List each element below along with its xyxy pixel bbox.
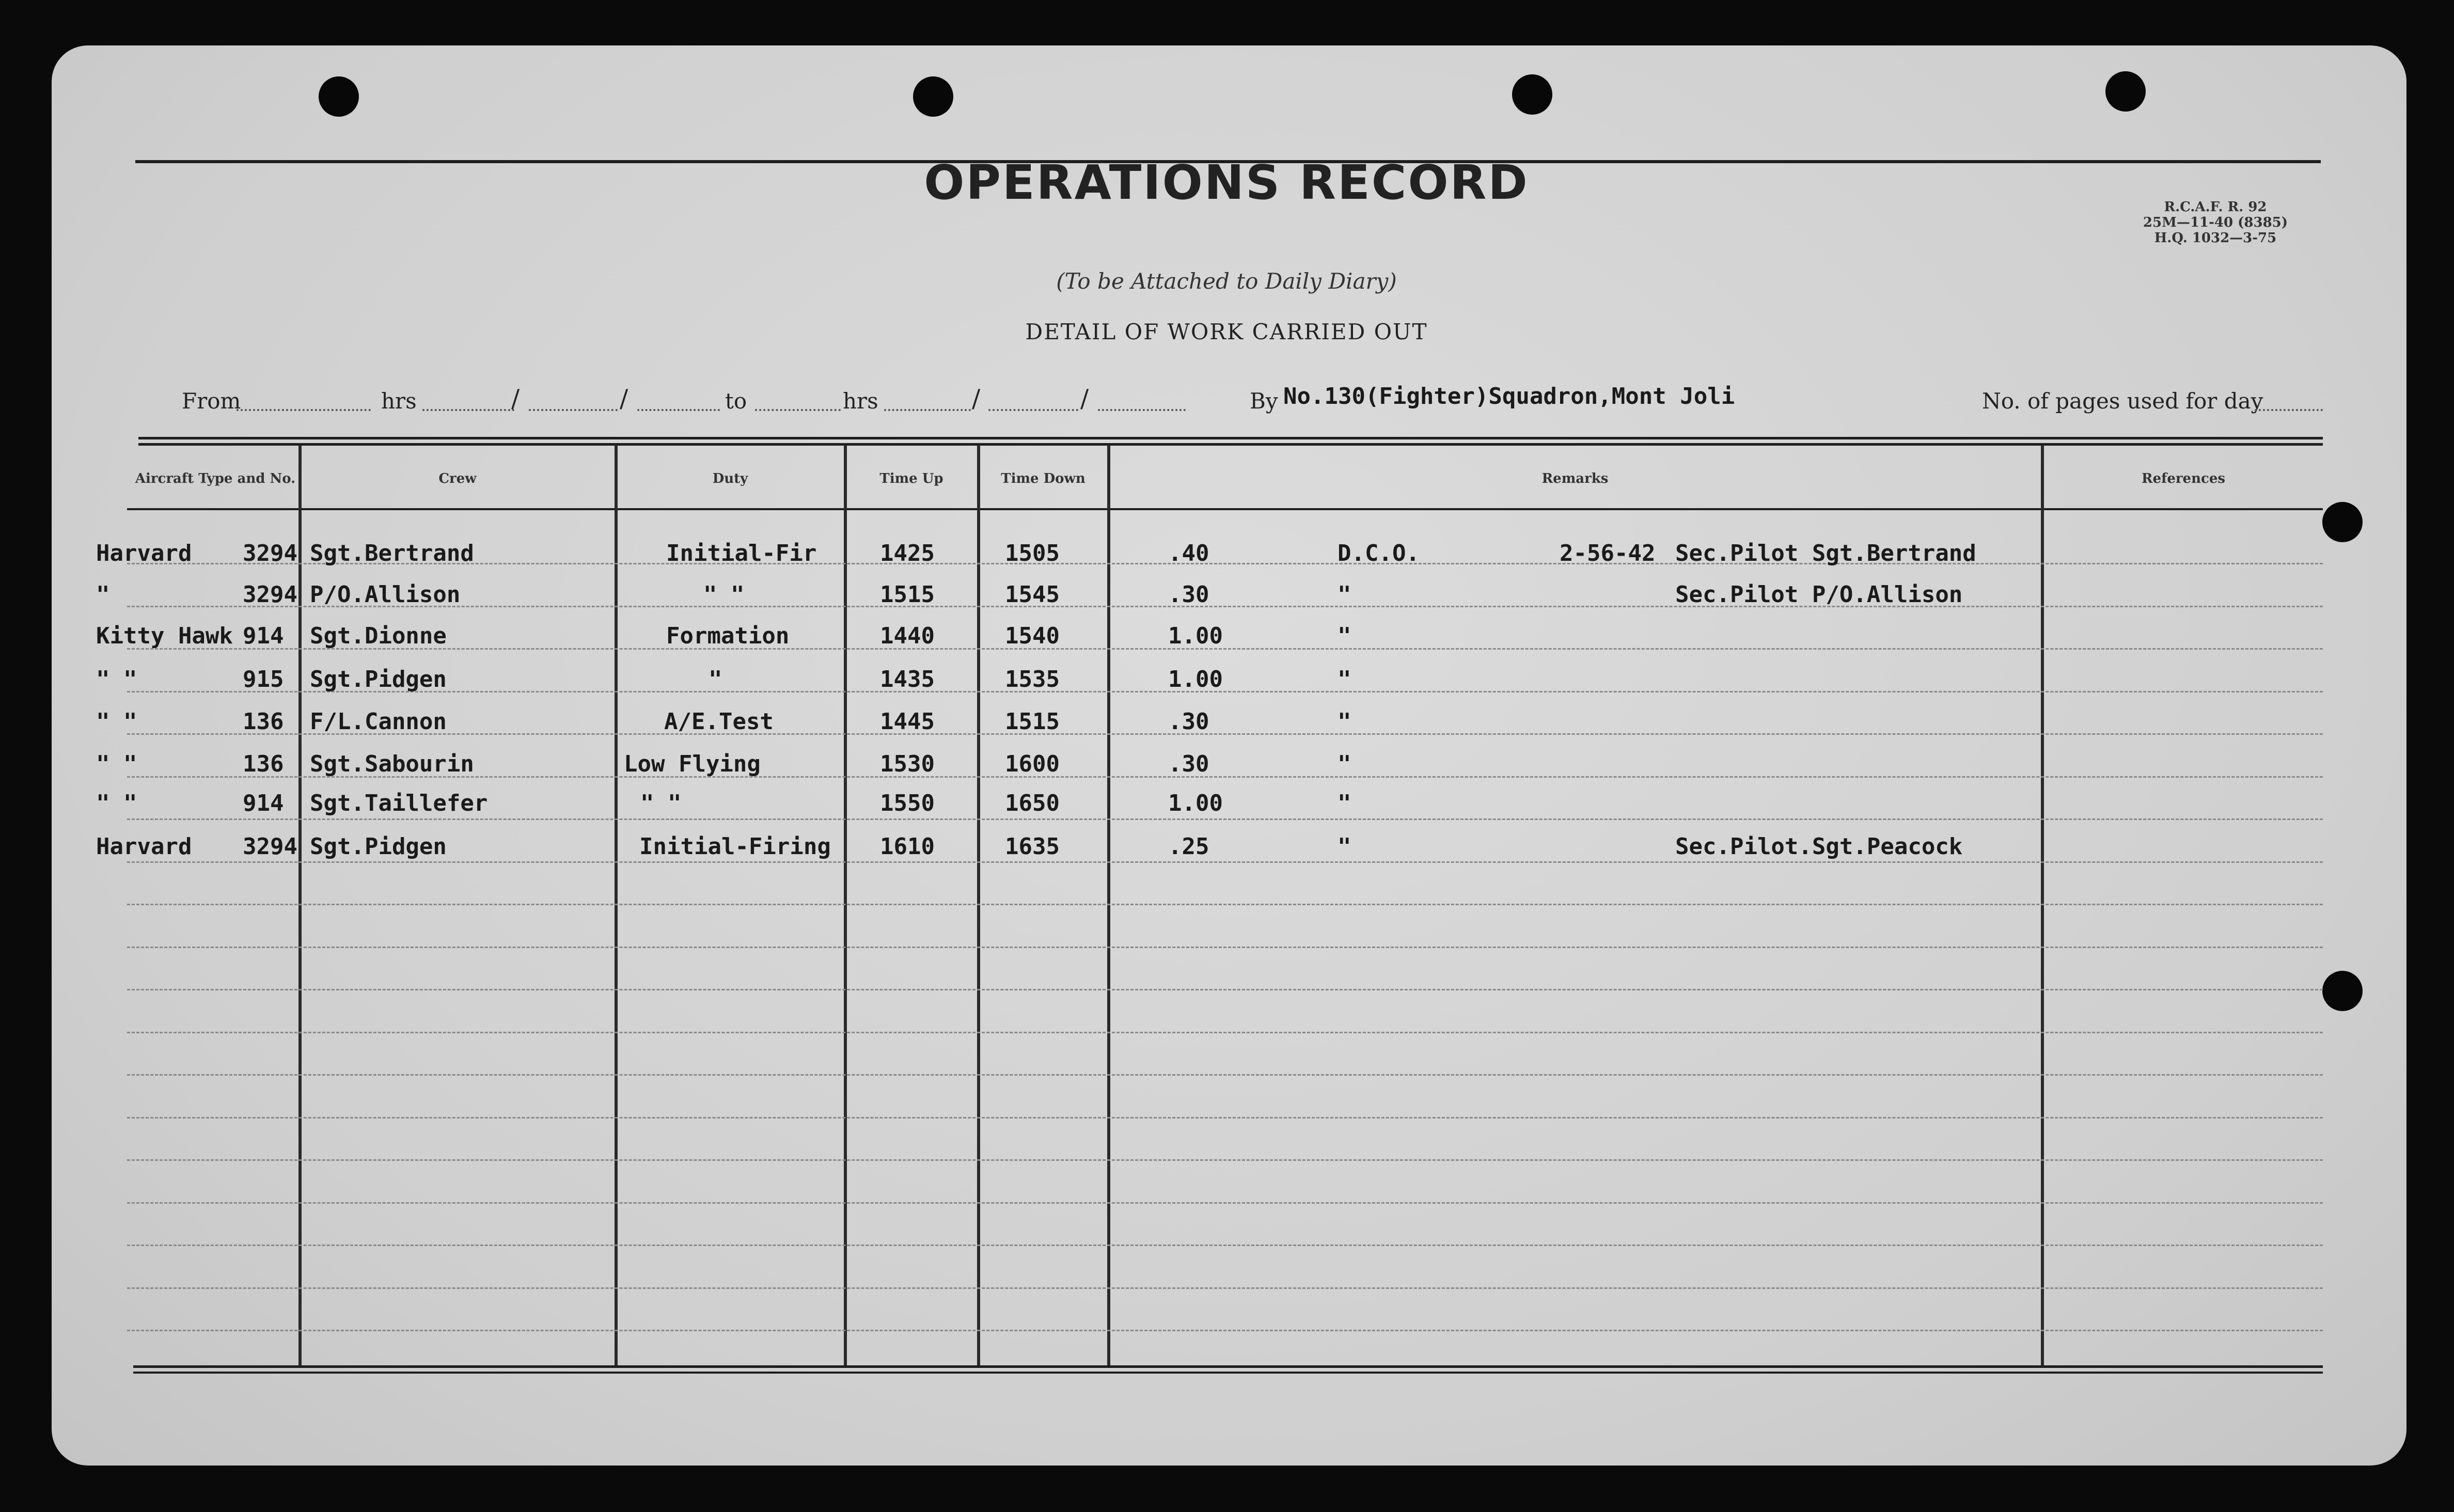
duty: Initial-Fir [666, 540, 817, 566]
hrs-label: hrs [843, 388, 878, 414]
aircraft-number: 914 [243, 623, 284, 649]
aircraft-type: Kitty Hawk [96, 623, 233, 649]
duty: Initial-Firing [639, 833, 831, 860]
duty: Low Flying [624, 751, 761, 777]
column-divider [298, 445, 302, 1365]
hrs-label: hrs [381, 388, 417, 414]
aircraft-number: 136 [243, 751, 284, 777]
time-up: 1530 [880, 751, 935, 777]
header-duty: Duty [712, 471, 748, 486]
crew: P/O.Allison [310, 581, 461, 608]
aircraft-type: " " [96, 708, 137, 735]
table-top-rule [138, 437, 2323, 439]
aircraft-type: " " [96, 751, 137, 777]
time-down: 1505 [1005, 540, 1060, 566]
flight-duration: 1.00 [1168, 623, 1223, 649]
form-reference-line: 25M—11-40 (8385) [2143, 215, 2288, 230]
by-label: By [1250, 388, 1278, 414]
time-up: 1550 [880, 790, 935, 816]
aircraft-number: 914 [243, 790, 284, 816]
duty: A/E.Test [664, 708, 774, 735]
table-top-rule-2 [138, 443, 2323, 446]
header-remarks: Remarks [1541, 471, 1609, 486]
duty: " " [640, 790, 682, 816]
form-reference [2138, 199, 2293, 246]
column-divider [2041, 445, 2044, 1365]
form-subtitle: (To be Attached to Daily Diary) [1056, 269, 1397, 294]
ruled-line [127, 818, 2323, 820]
form-title: OPERATIONS RECORD [924, 155, 1529, 210]
remarks-code: " [1338, 833, 1351, 860]
remarks-code: D.C.O. [1338, 540, 1420, 566]
table-bottom-rule [133, 1365, 2323, 1368]
date-slash: / [972, 384, 981, 413]
flight-duration: 1.00 [1168, 790, 1223, 816]
time-up: 1440 [880, 623, 935, 649]
flight-duration: .30 [1168, 581, 1209, 608]
table-bottom-rule-2 [133, 1372, 2323, 1374]
column-divider [977, 445, 980, 1365]
time-up: 1610 [880, 833, 935, 860]
ruled-line [127, 1032, 2323, 1033]
header-references: References [2141, 471, 2226, 486]
time-down: 1545 [1005, 581, 1060, 608]
flight-duration: .30 [1168, 708, 1209, 735]
date-slash: / [511, 384, 520, 413]
hrs-blank [884, 409, 971, 411]
form-reference-line: R.C.A.F. R. 92 [2164, 199, 2267, 215]
time-down: 1540 [1005, 623, 1060, 649]
duty: " [709, 666, 722, 692]
aircraft-type: Harvard [96, 833, 192, 860]
header-bottom-rule [127, 508, 2323, 510]
flight-duration: 1.00 [1168, 666, 1223, 692]
time-down: 1535 [1005, 666, 1060, 692]
time-down: 1650 [1005, 790, 1060, 816]
aircraft-type: " " [96, 666, 137, 692]
from-label: From [182, 388, 241, 414]
time-down: 1600 [1005, 751, 1060, 777]
remarks-note: Sec.Pilot Sgt.Bertrand [1675, 540, 1976, 566]
from-blank [237, 409, 371, 411]
aircraft-number: 3294 [243, 540, 297, 566]
column-divider [615, 445, 618, 1365]
flight-duration: .30 [1168, 751, 1209, 777]
date-blank [1098, 409, 1186, 411]
column-divider [844, 445, 847, 1365]
hrs-blank [422, 409, 514, 411]
time-up: 1515 [880, 581, 935, 608]
remarks-date: 2-56-42 [1560, 540, 1656, 566]
time-up: 1445 [880, 708, 935, 735]
ruled-line [127, 1074, 2323, 1076]
crew: Sgt.Taillefer [310, 790, 488, 816]
aircraft-number: 3294 [243, 581, 297, 608]
ruled-line [127, 989, 2323, 990]
ruled-line [127, 1287, 2323, 1289]
squadron-name: No.130(Fighter)Squadron,Mont Joli [1283, 383, 1735, 410]
crew: Sgt.Bertrand [310, 540, 474, 566]
time-up: 1425 [880, 540, 935, 566]
to-blank [755, 409, 841, 411]
binder-hole [319, 76, 359, 117]
detail-heading: DETAIL OF WORK CARRIED OUT [1025, 319, 1428, 344]
time-down: 1515 [1005, 708, 1060, 735]
crew: Sgt.Pidgen [310, 666, 447, 692]
pages-label: No. of pages used for day [1982, 388, 2263, 414]
remarks-code: " [1338, 751, 1351, 777]
duty: " " [703, 581, 745, 608]
crew: Sgt.Dionne [310, 623, 447, 649]
aircraft-number: 915 [243, 666, 284, 692]
ruled-line [127, 904, 2323, 905]
remarks-code: " [1338, 666, 1351, 692]
to-label: to [725, 388, 747, 414]
flight-duration: .25 [1168, 833, 1209, 860]
header-time-up: Time Up [879, 471, 943, 486]
remarks-code: " [1338, 708, 1351, 735]
aircraft-type: Harvard [96, 540, 192, 566]
time-up: 1435 [880, 666, 935, 692]
date-slash: / [620, 384, 628, 413]
binder-hole [2322, 971, 2363, 1011]
date-slash: / [1080, 384, 1089, 413]
crew: Sgt.Pidgen [310, 833, 447, 860]
header-crew: Crew [438, 471, 477, 486]
ruled-line [127, 1117, 2323, 1119]
binder-hole [2322, 502, 2363, 542]
aircraft-type: " " [96, 790, 137, 816]
crew: Sgt.Sabourin [310, 751, 474, 777]
ruled-line [127, 1202, 2323, 1204]
header-aircraft: Aircraft Type and No. [135, 471, 296, 486]
ruled-line [127, 1330, 2323, 1331]
remarks-code: " [1338, 623, 1351, 649]
date-blank [637, 409, 720, 411]
remarks-note: Sec.Pilot P/O.Allison [1675, 581, 1963, 608]
binder-hole [2105, 71, 2146, 112]
remarks-code: " [1338, 581, 1351, 608]
remarks-note: Sec.Pilot.Sgt.Peacock [1675, 833, 1963, 860]
ruled-line [127, 947, 2323, 948]
aircraft-number: 3294 [243, 833, 297, 860]
time-down: 1635 [1005, 833, 1060, 860]
ruled-line [127, 1245, 2323, 1246]
column-divider [1107, 445, 1110, 1365]
ruled-line [127, 1159, 2323, 1161]
date-blank [988, 409, 1078, 411]
ruled-line [127, 648, 2323, 650]
ruled-line [127, 861, 2323, 863]
aircraft-number: 136 [243, 708, 284, 735]
binder-hole [913, 76, 953, 117]
flight-duration: .40 [1168, 540, 1209, 566]
pages-blank [2255, 409, 2323, 411]
date-blank [529, 409, 618, 411]
binder-hole [1512, 74, 1552, 115]
ruled-line [127, 691, 2323, 692]
form-reference-line: H.Q. 1032—3-75 [2154, 230, 2277, 246]
remarks-code: " [1338, 790, 1351, 816]
crew: F/L.Cannon [310, 708, 447, 735]
header-time-down: Time Down [1001, 471, 1086, 486]
aircraft-type: " [96, 581, 110, 608]
ruled-line [127, 733, 2323, 735]
duty: Formation [666, 623, 790, 649]
